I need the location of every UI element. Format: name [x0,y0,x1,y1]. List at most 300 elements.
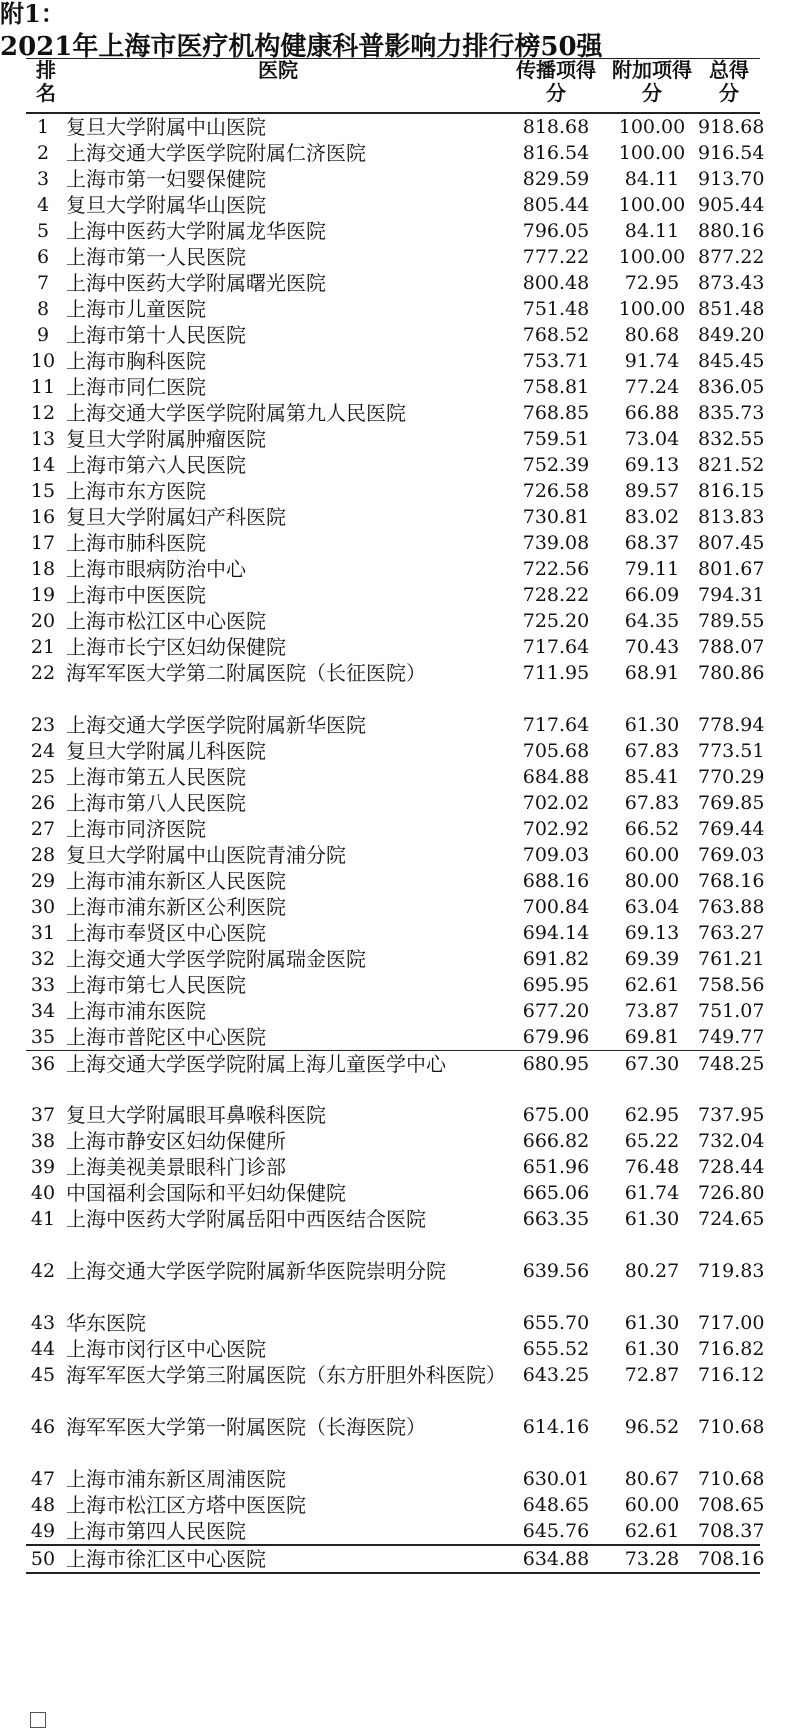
hospital-name-cell: 上海市第五人民医院 [66,764,246,789]
table-row [26,842,760,868]
extra-score-cell: 73.28 [606,1545,698,1573]
footnote-box [30,1712,46,1728]
rank-cell: 21 [30,635,56,658]
rank-cell: 18 [30,557,56,580]
table-row [26,894,760,920]
rank-cell: 50 [26,1545,66,1573]
hospital-name-cell: 海军军医大学第二附属医院（长征医院） [66,660,426,685]
total-score-cell: 849.20 [698,323,765,346]
total-score-cell: 749.77 [698,1025,765,1048]
hospital-name-cell: 复旦大学附属中山医院青浦分院 [66,842,346,867]
rank-cell: 49 [26,1518,66,1545]
spread-score-cell: 796.05 [522,219,590,242]
table-header [26,59,760,113]
spread-score-cell: 680.95 [506,1050,606,1102]
rank-cell: 24 [30,739,56,762]
hospital-name-cell: 上海市第一人民医院 [66,244,246,269]
header-extra-score: 附加项得分 [606,59,698,113]
spread-score-cell: 688.16 [522,869,590,892]
extra-score-cell: 96.52 [624,1416,680,1438]
extra-score-cell: 100.00 [618,245,686,268]
extra-score-cell: 73.87 [624,999,680,1022]
table-row [26,218,760,244]
rank-cell: 15 [30,479,56,502]
hospital-name-cell: 复旦大学附属妇产科医院 [66,504,286,529]
total-score-cell: 724.65 [698,1208,765,1230]
hospital-name-cell: 中国福利会国际和平妇幼保健院 [66,1181,346,1205]
spread-score-cell: 829.59 [522,167,590,190]
hospital-name-cell: 上海交通大学医学院附属瑞金医院 [66,946,366,971]
table-row [26,426,760,452]
total-score-cell: 716.12 [698,1364,765,1386]
hospital-name-cell: 上海市肺科医院 [66,530,206,555]
extra-score-cell: 100.00 [618,141,686,164]
table-row [26,972,760,998]
table-row [26,1362,760,1414]
hospital-name-cell: 上海市浦东医院 [66,998,206,1023]
extra-score-cell: 73.04 [624,427,680,450]
extra-score-cell: 60.00 [624,1494,680,1516]
hospital-name-cell: 上海市眼病防治中心 [66,556,246,581]
hospital-name-cell: 上海市中医医院 [66,582,206,607]
extra-score-cell: 67.83 [624,791,680,814]
rank-cell: 27 [30,817,56,840]
rank-cell: 40 [30,1182,56,1204]
total-score-cell: 761.21 [698,947,765,970]
hospital-name-cell: 上海市第六人民医院 [66,452,246,477]
table-row [26,946,760,972]
spread-score-cell: 739.08 [522,531,590,554]
table-row [26,1414,760,1466]
total-score-cell: 905.44 [698,193,765,216]
spread-score-cell: 709.03 [522,843,590,866]
table-row [26,504,760,530]
spread-score-cell: 759.51 [522,427,590,450]
spread-score-cell: 816.54 [522,141,590,164]
rank-cell: 1 [36,115,50,138]
hospital-name-cell: 上海交通大学医学院附属新华医院崇明分院 [66,1259,446,1283]
table-row [26,764,760,790]
spread-score-cell: 818.68 [522,115,590,138]
extra-score-cell: 61.30 [624,1312,680,1334]
spread-score-cell: 702.92 [522,817,590,840]
table-row [26,582,760,608]
spread-score-cell: 679.96 [522,1025,590,1048]
rank-cell: 37 [30,1104,56,1126]
total-score-cell: 748.25 [698,1050,760,1102]
total-score-cell: 789.55 [698,609,765,632]
total-score-cell: 737.95 [698,1104,765,1126]
spread-score-cell: 677.20 [522,999,590,1022]
spread-score-cell: 691.82 [522,947,590,970]
rank-cell: 20 [30,609,56,632]
extra-score-cell: 68.91 [624,661,680,684]
hospital-name-cell: 上海市同仁医院 [66,374,206,399]
total-score-cell: 845.45 [698,349,765,372]
table-row [26,634,760,660]
total-score-cell: 873.43 [698,271,765,294]
spread-score-cell: 695.95 [522,973,590,996]
spread-score-cell: 717.64 [522,713,590,736]
spread-score-cell: 728.22 [522,583,590,606]
hospital-name-cell: 海军军医大学第一附属医院（长海医院） [66,1415,426,1439]
extra-score-cell: 63.04 [624,895,680,918]
spread-score-cell: 655.70 [522,1312,590,1334]
table-row [26,270,760,296]
extra-score-cell: 69.13 [624,921,680,944]
spread-score-cell: 800.48 [522,271,590,294]
table-row [26,998,760,1024]
extra-score-cell: 80.67 [624,1468,680,1490]
extra-score-cell: 84.11 [624,167,680,190]
table-row [26,1154,760,1180]
rank-cell: 19 [30,583,56,606]
extra-score-cell: 64.35 [624,609,680,632]
table-row [26,530,760,556]
hospital-name-cell: 上海市普陀区中心医院 [66,1024,266,1049]
table-row [26,1492,760,1518]
total-score-cell: 719.83 [698,1260,765,1282]
spread-score-cell: 758.81 [522,375,590,398]
extra-score-cell: 61.30 [624,1208,680,1230]
extra-score-cell: 62.61 [624,973,680,996]
total-score-cell: 769.44 [698,817,765,840]
header-rank: 排名 [26,59,66,113]
hospital-name-cell: 华东医院 [66,1311,146,1335]
table-row [26,113,760,140]
extra-score-cell: 79.11 [624,557,680,580]
rank-cell: 29 [30,869,56,892]
rank-cell: 41 [30,1208,56,1230]
total-score-cell: 780.86 [698,661,765,684]
extra-score-cell: 76.48 [624,1156,680,1178]
total-score-cell: 794.31 [698,583,765,606]
extra-score-cell: 91.74 [624,349,680,372]
rank-cell: 23 [30,713,56,736]
hospital-name-cell: 上海市东方医院 [66,478,206,503]
spread-score-cell: 643.25 [522,1364,590,1386]
extra-score-cell: 61.30 [624,1338,680,1360]
hospital-name-cell: 复旦大学附属肿瘤医院 [66,426,266,451]
rank-cell: 35 [30,1025,56,1048]
rank-cell: 33 [30,973,56,996]
table-row [26,244,760,270]
extra-score-cell: 61.30 [624,713,680,736]
spread-score-cell: 752.39 [522,453,590,476]
extra-score-cell: 89.57 [624,479,680,502]
rank-cell: 25 [30,765,56,788]
table-row [26,608,760,634]
extra-score-cell: 100.00 [618,115,686,138]
page-title: 2021年上海市医疗机构健康科普影响力排行榜50强 [0,32,603,62]
spread-score-cell: 717.64 [522,635,590,658]
hospital-name-cell: 上海市静安区妇幼保健所 [66,1129,286,1153]
total-score-cell: 710.68 [698,1416,765,1438]
total-score-cell: 836.05 [698,375,765,398]
total-score-cell: 768.16 [698,869,765,892]
table-body [26,113,765,1574]
spread-score-cell: 684.88 [522,765,590,788]
rank-cell: 45 [30,1364,56,1386]
hospital-name-cell: 上海交通大学医学院附属仁济医院 [66,140,366,165]
rank-cell: 9 [36,323,50,346]
spread-score-cell: 768.85 [522,401,590,424]
table-row [26,400,760,426]
total-score-cell: 732.04 [698,1130,765,1152]
extra-score-cell: 69.13 [624,453,680,476]
table-row [26,348,760,374]
hospital-name-cell: 上海市同济医院 [66,816,206,841]
total-score-cell: 835.73 [698,401,765,424]
spread-score-cell: 805.44 [522,193,590,216]
hospital-name-cell: 上海市徐汇区中心医院 [66,1545,506,1573]
total-score-cell: 821.52 [698,453,765,476]
hospital-name-cell: 上海交通大学医学院附属第九人民医院 [66,400,406,425]
table-row [26,140,760,166]
extra-score-cell: 69.39 [624,947,680,970]
hospital-name-cell: 上海市胸科医院 [66,348,206,373]
rank-cell: 5 [36,219,50,242]
extra-score-cell: 83.02 [624,505,680,528]
extra-score-cell: 70.43 [624,635,680,658]
rank-cell: 17 [30,531,56,554]
table-row [26,1180,760,1206]
total-score-cell: 769.03 [698,843,765,866]
spread-score-cell: 700.84 [522,895,590,918]
total-score-cell: 763.88 [698,895,765,918]
hospital-name-cell: 上海市松江区中心医院 [66,608,266,633]
total-score-cell: 877.22 [698,245,765,268]
hospital-name-cell: 上海市闵行区中心医院 [66,1337,266,1361]
extra-score-cell: 80.68 [624,323,680,346]
extra-score-cell: 62.61 [606,1518,698,1545]
table-row [26,868,760,894]
total-score-cell: 769.85 [698,791,765,814]
hospital-name-cell: 上海中医药大学附属岳阳中西医结合医院 [66,1207,426,1231]
hospital-name-cell: 上海市浦东新区公利医院 [66,894,286,919]
total-score-cell: 832.55 [698,427,765,450]
spread-score-cell: 726.58 [522,479,590,502]
rank-cell: 10 [30,349,56,372]
rank-cell: 44 [30,1338,56,1360]
rank-cell: 8 [36,297,50,320]
total-score-cell: 751.07 [698,999,765,1022]
total-score-cell: 763.27 [698,921,765,944]
spread-score-cell: 655.52 [522,1338,590,1360]
hospital-name-cell: 上海市儿童医院 [66,296,206,321]
hospital-name-cell: 上海市浦东新区周浦医院 [66,1467,286,1491]
table-row [26,1518,760,1545]
header-hospital: 医院 [66,59,506,113]
table-row [26,816,760,842]
total-score-cell: 788.07 [698,635,765,658]
rank-cell: 3 [36,167,50,190]
extra-score-cell: 67.30 [606,1050,698,1102]
extra-score-cell: 60.00 [624,843,680,866]
total-score-cell: 918.68 [698,115,765,138]
hospital-name-cell: 复旦大学附属华山医院 [66,192,266,217]
rank-cell: 48 [30,1494,56,1516]
table-row [26,1545,760,1573]
rank-cell: 11 [30,375,56,398]
total-score-cell: 716.82 [698,1338,765,1360]
rank-cell: 2 [36,141,50,164]
extra-score-cell: 62.95 [624,1104,680,1126]
table-row [26,296,760,322]
rank-cell: 7 [36,271,50,294]
total-score-cell: 708.37 [698,1518,760,1545]
table-row [26,1024,760,1051]
rank-cell: 26 [30,791,56,814]
rank-cell: 28 [30,843,56,866]
total-score-cell: 801.67 [698,557,765,580]
total-score-cell: 717.00 [698,1312,765,1334]
header-total-score: 总得分 [698,59,760,113]
table-row [26,1206,760,1258]
spread-score-cell: 675.00 [522,1104,590,1126]
rank-cell: 43 [30,1312,56,1334]
table-row [26,1102,760,1128]
extra-score-cell: 100.00 [618,297,686,320]
table-row [26,1050,760,1102]
rank-cell: 12 [30,401,56,424]
spread-score-cell: 705.68 [522,739,590,762]
total-score-cell: 773.51 [698,739,765,762]
extra-score-cell: 66.88 [624,401,680,424]
total-score-cell: 728.44 [698,1156,765,1178]
rank-cell: 36 [26,1050,66,1102]
spread-score-cell: 711.95 [522,661,590,684]
hospital-name-cell: 复旦大学附属眼耳鼻喉科医院 [66,1103,326,1127]
hospital-name-cell: 海军军医大学第三附属医院（东方肝胆外科医院） [66,1363,506,1387]
rank-cell: 16 [30,505,56,528]
extra-score-cell: 84.11 [624,219,680,242]
rank-cell: 34 [30,999,56,1022]
table-row [26,192,760,218]
rank-cell: 14 [30,453,56,476]
hospital-name-cell: 上海中医药大学附属曙光医院 [66,270,326,295]
spread-score-cell: 722.56 [522,557,590,580]
extra-score-cell: 100.00 [618,193,686,216]
spread-score-cell: 768.52 [522,323,590,346]
spread-score-cell: 666.82 [522,1130,590,1152]
hospital-name-cell: 上海市奉贤区中心医院 [66,920,266,945]
extra-score-cell: 77.24 [624,375,680,398]
table-row [26,1310,760,1336]
rank-cell: 6 [36,245,50,268]
total-score-cell: 710.68 [698,1468,765,1490]
spread-score-cell: 665.06 [522,1182,590,1204]
rank-cell: 30 [30,895,56,918]
total-score-cell: 807.45 [698,531,765,554]
extra-score-cell: 69.81 [624,1025,680,1048]
extra-score-cell: 66.52 [624,817,680,840]
extra-score-cell: 80.00 [624,869,680,892]
hospital-name-cell: 上海市长宁区妇幼保健院 [66,634,286,659]
total-score-cell: 778.94 [698,713,765,736]
table-row [26,556,760,582]
rank-cell: 42 [30,1260,56,1282]
table-row [26,322,760,348]
rank-cell: 4 [36,193,50,216]
rank-cell: 31 [30,921,56,944]
extra-score-cell: 66.09 [624,583,680,606]
hospital-name-cell: 上海市第七人民医院 [66,972,246,997]
total-score-cell: 770.29 [698,765,765,788]
table-row [26,1258,760,1310]
spread-score-cell: 751.48 [522,297,590,320]
hospital-name-cell: 上海交通大学医学院附属上海儿童医学中心 [66,1050,506,1102]
rank-cell: 46 [30,1416,56,1438]
table-row [26,660,760,712]
rank-cell: 47 [30,1468,56,1490]
hospital-name-cell: 上海市松江区方塔中医医院 [66,1493,306,1517]
rank-cell: 38 [30,1130,56,1152]
extra-score-cell: 72.87 [624,1364,680,1386]
hospital-name-cell: 上海市第八人民医院 [66,790,246,815]
spread-score-cell: 753.71 [522,349,590,372]
spread-score-cell: 663.35 [522,1208,590,1230]
hospital-name-cell: 复旦大学附属中山医院 [66,114,266,139]
spread-score-cell: 614.16 [522,1416,590,1438]
table-row [26,738,760,764]
total-score-cell: 813.83 [698,505,765,528]
spread-score-cell: 777.22 [522,245,590,268]
table-row [26,374,760,400]
table-row [26,790,760,816]
table-row [26,1128,760,1154]
spread-score-cell: 630.01 [522,1468,590,1490]
extra-score-cell: 85.41 [624,765,680,788]
rank-cell: 32 [30,947,56,970]
rank-cell: 39 [30,1156,56,1178]
total-score-cell: 916.54 [698,141,765,164]
table-row [26,712,760,738]
header-spread-score: 传播项得分 [506,59,606,113]
total-score-cell: 726.80 [698,1182,765,1204]
spread-score-cell: 694.14 [522,921,590,944]
total-score-cell: 851.48 [698,297,765,320]
hospital-name-cell: 上海美视美景眼科门诊部 [66,1155,286,1179]
total-score-cell: 816.15 [698,479,765,502]
table-row [26,166,760,192]
header-row [26,59,760,113]
table-row [26,452,760,478]
rank-cell: 22 [30,661,56,684]
spread-score-cell: 725.20 [522,609,590,632]
spread-score-cell: 702.02 [522,791,590,814]
ranking-table [26,58,765,1574]
extra-score-cell: 67.83 [624,739,680,762]
total-score-cell: 758.56 [698,973,765,996]
spread-score-cell: 645.76 [506,1518,606,1545]
hospital-name-cell: 上海中医药大学附属龙华医院 [66,218,326,243]
table-row [26,1466,760,1492]
hospital-name-cell: 上海市第十人民医院 [66,322,246,347]
spread-score-cell: 648.65 [522,1494,590,1516]
table-row [26,478,760,504]
hospital-name-cell: 上海市浦东新区人民医院 [66,868,286,893]
hospital-name-cell: 上海市第四人民医院 [66,1518,506,1545]
total-score-cell: 880.16 [698,219,765,242]
extra-score-cell: 65.22 [624,1130,680,1152]
spread-score-cell: 639.56 [522,1260,590,1282]
extra-score-cell: 80.27 [624,1260,680,1282]
spread-score-cell: 634.88 [506,1545,606,1573]
appendix-label: 附1： [0,0,65,28]
extra-score-cell: 68.37 [624,531,680,554]
hospital-name-cell: 上海交通大学医学院附属新华医院 [66,712,366,737]
